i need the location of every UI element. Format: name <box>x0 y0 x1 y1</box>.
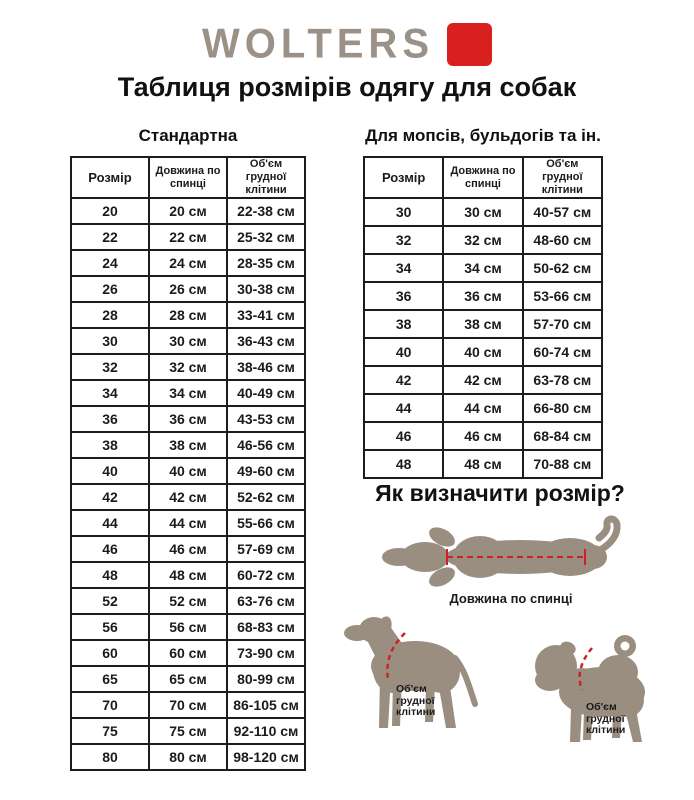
table-cell: 42 <box>71 484 149 510</box>
column-header-size: Розмір <box>71 157 149 198</box>
table-cell: 40 <box>364 338 443 366</box>
table-cell: 52 см <box>149 588 227 614</box>
table-cell: 28 <box>71 302 149 328</box>
table-cell: 26 <box>71 276 149 302</box>
table-row <box>71 640 305 666</box>
chest-label-line: клітини <box>586 724 626 736</box>
table-row <box>364 198 602 226</box>
table-cell: 44 <box>364 394 443 422</box>
page-title: Таблиця розмірів одягу для собак <box>117 72 577 102</box>
table-cell: 40-49 см <box>227 380 305 406</box>
table-row <box>71 536 305 562</box>
pug-size-table <box>363 156 603 479</box>
table-row <box>71 484 305 510</box>
table-cell: 36 см <box>443 282 522 310</box>
table-cell: 44 <box>71 510 149 536</box>
table-row <box>71 614 305 640</box>
chest-label <box>396 684 435 719</box>
table-row <box>71 744 305 770</box>
table-cell: 56 см <box>149 614 227 640</box>
table-cell: 46 см <box>149 536 227 562</box>
chest-label-line: клітини <box>396 706 436 718</box>
table-cell: 46-56 см <box>227 432 305 458</box>
table-row <box>71 328 305 354</box>
table-cell: 70-88 см <box>523 450 602 478</box>
standard-table-title: Стандартна <box>138 126 238 145</box>
table-cell: 46 <box>71 536 149 562</box>
column-header-chest: Об'єм грудної клітини <box>523 157 602 198</box>
table-cell: 75 см <box>149 718 227 744</box>
table-cell: 63-78 см <box>523 366 602 394</box>
table-cell: 48 <box>71 562 149 588</box>
table-cell: 22 <box>71 224 149 250</box>
chest-label-line: грудної <box>586 712 625 725</box>
dog-body-shape <box>382 519 617 591</box>
chest-label <box>586 702 625 737</box>
table-cell: 63-76 см <box>227 588 305 614</box>
table-cell: 32 см <box>149 354 227 380</box>
table-row <box>71 432 305 458</box>
table-cell: 70 <box>71 692 149 718</box>
table-cell: 52 <box>71 588 149 614</box>
table-cell: 22 см <box>149 224 227 250</box>
table-cell: 68-83 см <box>227 614 305 640</box>
table-cell: 34 <box>364 254 443 282</box>
table-cell: 22-38 см <box>227 198 305 224</box>
table-row <box>364 254 602 282</box>
table-row <box>364 450 602 478</box>
table-cell: 28 см <box>149 302 227 328</box>
table-cell: 34 см <box>443 254 522 282</box>
table-cell: 60-74 см <box>523 338 602 366</box>
table-cell: 57-70 см <box>523 310 602 338</box>
back-length-label: Довжина по спинці <box>449 591 573 606</box>
table-cell: 30 см <box>149 328 227 354</box>
chest-label-line: грудної <box>396 694 435 707</box>
table-row <box>364 226 602 254</box>
dog-tail <box>595 519 617 553</box>
table-cell: 36-43 см <box>227 328 305 354</box>
table-cell: 98-120 см <box>227 744 305 770</box>
table-row <box>71 510 305 536</box>
table-row <box>71 718 305 744</box>
table-cell: 44 см <box>149 510 227 536</box>
column-header-back-length: Довжина по спинці <box>149 157 227 198</box>
table-cell: 75 <box>71 718 149 744</box>
pug-table-title: Для мопсів, бульдогів та ін. <box>365 126 601 145</box>
table-cell: 20 см <box>149 198 227 224</box>
pug-table-section <box>363 126 603 479</box>
table-row <box>71 198 305 224</box>
column-header-size: Розмір <box>364 157 443 198</box>
table-cell: 38-46 см <box>227 354 305 380</box>
table-cell: 49-60 см <box>227 458 305 484</box>
table-row <box>71 562 305 588</box>
table-cell: 60 см <box>149 640 227 666</box>
table-cell: 24 см <box>149 250 227 276</box>
table-cell: 48 <box>364 450 443 478</box>
table-row <box>71 250 305 276</box>
table-cell: 42 <box>364 366 443 394</box>
table-cell: 40 <box>71 458 149 484</box>
column-header-chest: Об'єм грудної клітини <box>227 157 305 198</box>
standard-table-section <box>70 126 306 771</box>
size-guide-title: Як визначити розмір? <box>375 480 625 506</box>
table-cell: 24 <box>71 250 149 276</box>
table-cell: 52-62 см <box>227 484 305 510</box>
table-cell: 70 см <box>149 692 227 718</box>
table-row <box>364 338 602 366</box>
table-header-row <box>71 157 305 198</box>
table-row <box>71 692 305 718</box>
logo-red-square-icon <box>447 23 492 66</box>
table-cell: 38 см <box>443 310 522 338</box>
table-cell: 65 <box>71 666 149 692</box>
table-cell: 30-38 см <box>227 276 305 302</box>
table-cell: 32 см <box>443 226 522 254</box>
table-header-row <box>364 157 602 198</box>
table-cell: 66-80 см <box>523 394 602 422</box>
table-cell: 40-57 см <box>523 198 602 226</box>
table-cell: 44 см <box>443 394 522 422</box>
table-cell: 32 <box>364 226 443 254</box>
table-row <box>71 276 305 302</box>
table-cell: 80 см <box>149 744 227 770</box>
table-cell: 34 <box>71 380 149 406</box>
table-row <box>71 458 305 484</box>
table-row <box>364 394 602 422</box>
table-cell: 92-110 см <box>227 718 305 744</box>
table-cell: 60 <box>71 640 149 666</box>
table-cell: 86-105 см <box>227 692 305 718</box>
table-row <box>364 310 602 338</box>
table-cell: 25-32 см <box>227 224 305 250</box>
column-header-back-length: Довжина по спинці <box>443 157 522 198</box>
table-row <box>71 666 305 692</box>
table-cell: 48 см <box>443 450 522 478</box>
table-cell: 30 <box>71 328 149 354</box>
table-row <box>71 380 305 406</box>
table-row <box>71 588 305 614</box>
table-cell: 38 см <box>149 432 227 458</box>
table-cell: 55-66 см <box>227 510 305 536</box>
table-cell: 40 см <box>149 458 227 484</box>
table-cell: 26 см <box>149 276 227 302</box>
table-cell: 80 <box>71 744 149 770</box>
table-row <box>364 422 602 450</box>
table-cell: 38 <box>71 432 149 458</box>
table-cell: 57-69 см <box>227 536 305 562</box>
table-cell: 50-62 см <box>523 254 602 282</box>
table-cell: 32 <box>71 354 149 380</box>
brand-logo <box>0 20 694 68</box>
table-cell: 33-41 см <box>227 302 305 328</box>
top-view-dog-silhouette <box>375 515 647 595</box>
table-cell: 48 см <box>149 562 227 588</box>
tail-curl-hole <box>621 642 630 651</box>
table-row <box>364 366 602 394</box>
table-cell: 20 <box>71 198 149 224</box>
chest-label-line: Об'єм <box>396 683 427 695</box>
table-cell: 30 см <box>443 198 522 226</box>
table-cell: 53-66 см <box>523 282 602 310</box>
table-cell: 60-72 см <box>227 562 305 588</box>
table-cell: 40 см <box>443 338 522 366</box>
table-cell: 43-53 см <box>227 406 305 432</box>
table-cell: 80-99 см <box>227 666 305 692</box>
table-cell: 42 см <box>443 366 522 394</box>
table-cell: 46 см <box>443 422 522 450</box>
table-row <box>71 302 305 328</box>
chest-label-line: Об'єм <box>586 701 617 713</box>
standard-size-table <box>70 156 306 771</box>
table-row <box>364 282 602 310</box>
table-cell: 28-35 см <box>227 250 305 276</box>
logo-text: WOLTERS <box>201 20 434 68</box>
table-cell: 42 см <box>149 484 227 510</box>
table-cell: 36 <box>364 282 443 310</box>
table-row <box>71 354 305 380</box>
table-cell: 68-84 см <box>523 422 602 450</box>
table-cell: 38 <box>364 310 443 338</box>
table-cell: 36 <box>71 406 149 432</box>
table-cell: 46 <box>364 422 443 450</box>
table-cell: 48-60 см <box>523 226 602 254</box>
table-cell: 30 <box>364 198 443 226</box>
table-cell: 65 см <box>149 666 227 692</box>
table-cell: 73-90 см <box>227 640 305 666</box>
table-row <box>71 406 305 432</box>
table-cell: 36 см <box>149 406 227 432</box>
table-cell: 34 см <box>149 380 227 406</box>
table-row <box>71 224 305 250</box>
table-cell: 56 <box>71 614 149 640</box>
